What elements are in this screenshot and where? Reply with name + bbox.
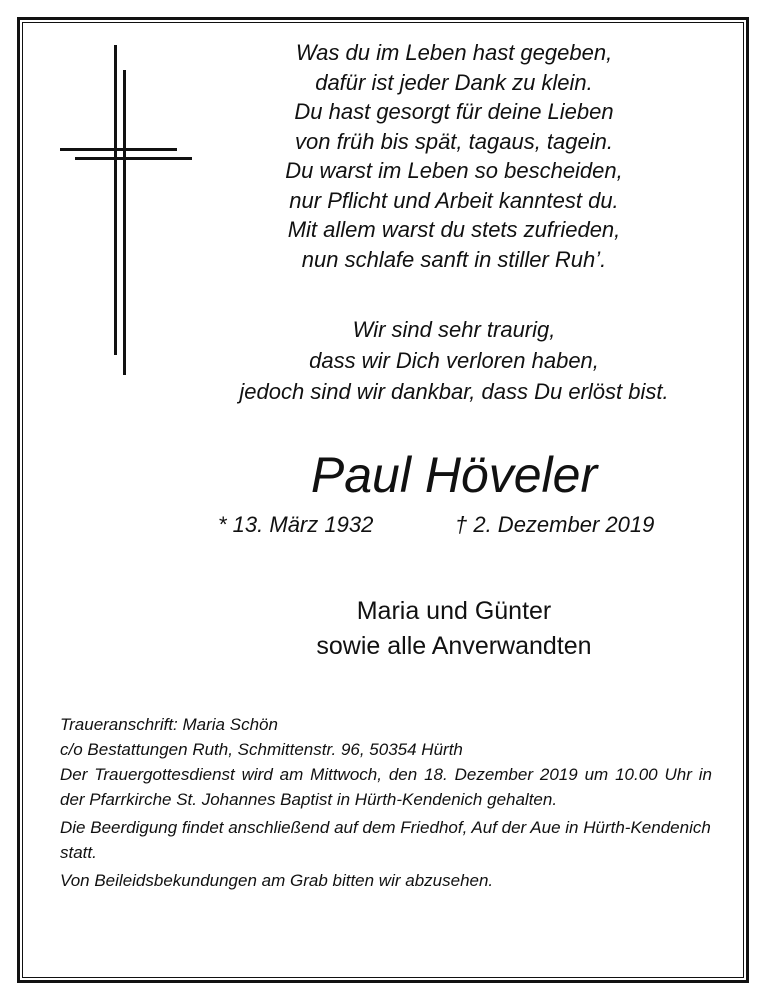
birth-date: * 13. März 1932	[218, 512, 374, 537]
closing-line: dass wir Dich verloren haben,	[309, 348, 599, 373]
condolence-notice: Von Beileidsbekundungen am Grab bitten wir abzusehen.	[60, 871, 494, 890]
poem-line: nur Pflicht und Arbeit kanntest du.	[289, 187, 619, 213]
funeral-information	[60, 713, 712, 898]
poem-line: Du hast gesorgt für deine Lieben	[294, 99, 614, 124]
mourners-line: sowie alle Anverwandten	[316, 632, 592, 660]
closing-line: jedoch sind wir dankbar, dass Du erlöst bist.	[239, 379, 669, 404]
mourning-address-name: Traueranschrift: Maria Schön	[60, 715, 278, 734]
cross-icon	[55, 45, 195, 375]
service-notice: Der Trauergottesdienst wird am Mittwoch, den 18. Dezember 2019 um 10.00 Uhr in der Pfarrkirche St. Johannes Baptist in Hürth-Kendenich gehalten.	[60, 765, 712, 809]
mourning-address-street: c/o Bestattungen Ruth, Schmittenstr. 96, 50354 Hürth	[60, 739, 463, 759]
deceased-name: Paul Höveler	[310, 447, 598, 503]
death-date: † 2. Dezember 2019	[455, 512, 655, 537]
poem-line: Was du im Leben hast gegeben,	[295, 40, 613, 65]
burial-notice: Die Beerdigung findet anschließend auf dem Friedhof, Auf der Aue in Hürth-Kendenich statt.	[60, 818, 711, 862]
poem-line: Du warst im Leben so bescheiden,	[285, 158, 623, 183]
poem	[190, 38, 718, 274]
mourners	[190, 594, 718, 664]
closing-verse	[190, 314, 718, 407]
mourners-line: Maria und Günter	[356, 597, 552, 625]
poem-line: nun schlafe sanft in stiller Ruh’.	[301, 246, 607, 272]
poem-line: von früh bis spät, tagaus, tagein.	[295, 128, 613, 154]
poem-line: Mit allem warst du stets zufrieden,	[287, 217, 621, 242]
closing-line: Wir sind sehr traurig,	[352, 317, 556, 342]
poem-line: dafür ist jeder Dank zu klein.	[315, 69, 593, 95]
